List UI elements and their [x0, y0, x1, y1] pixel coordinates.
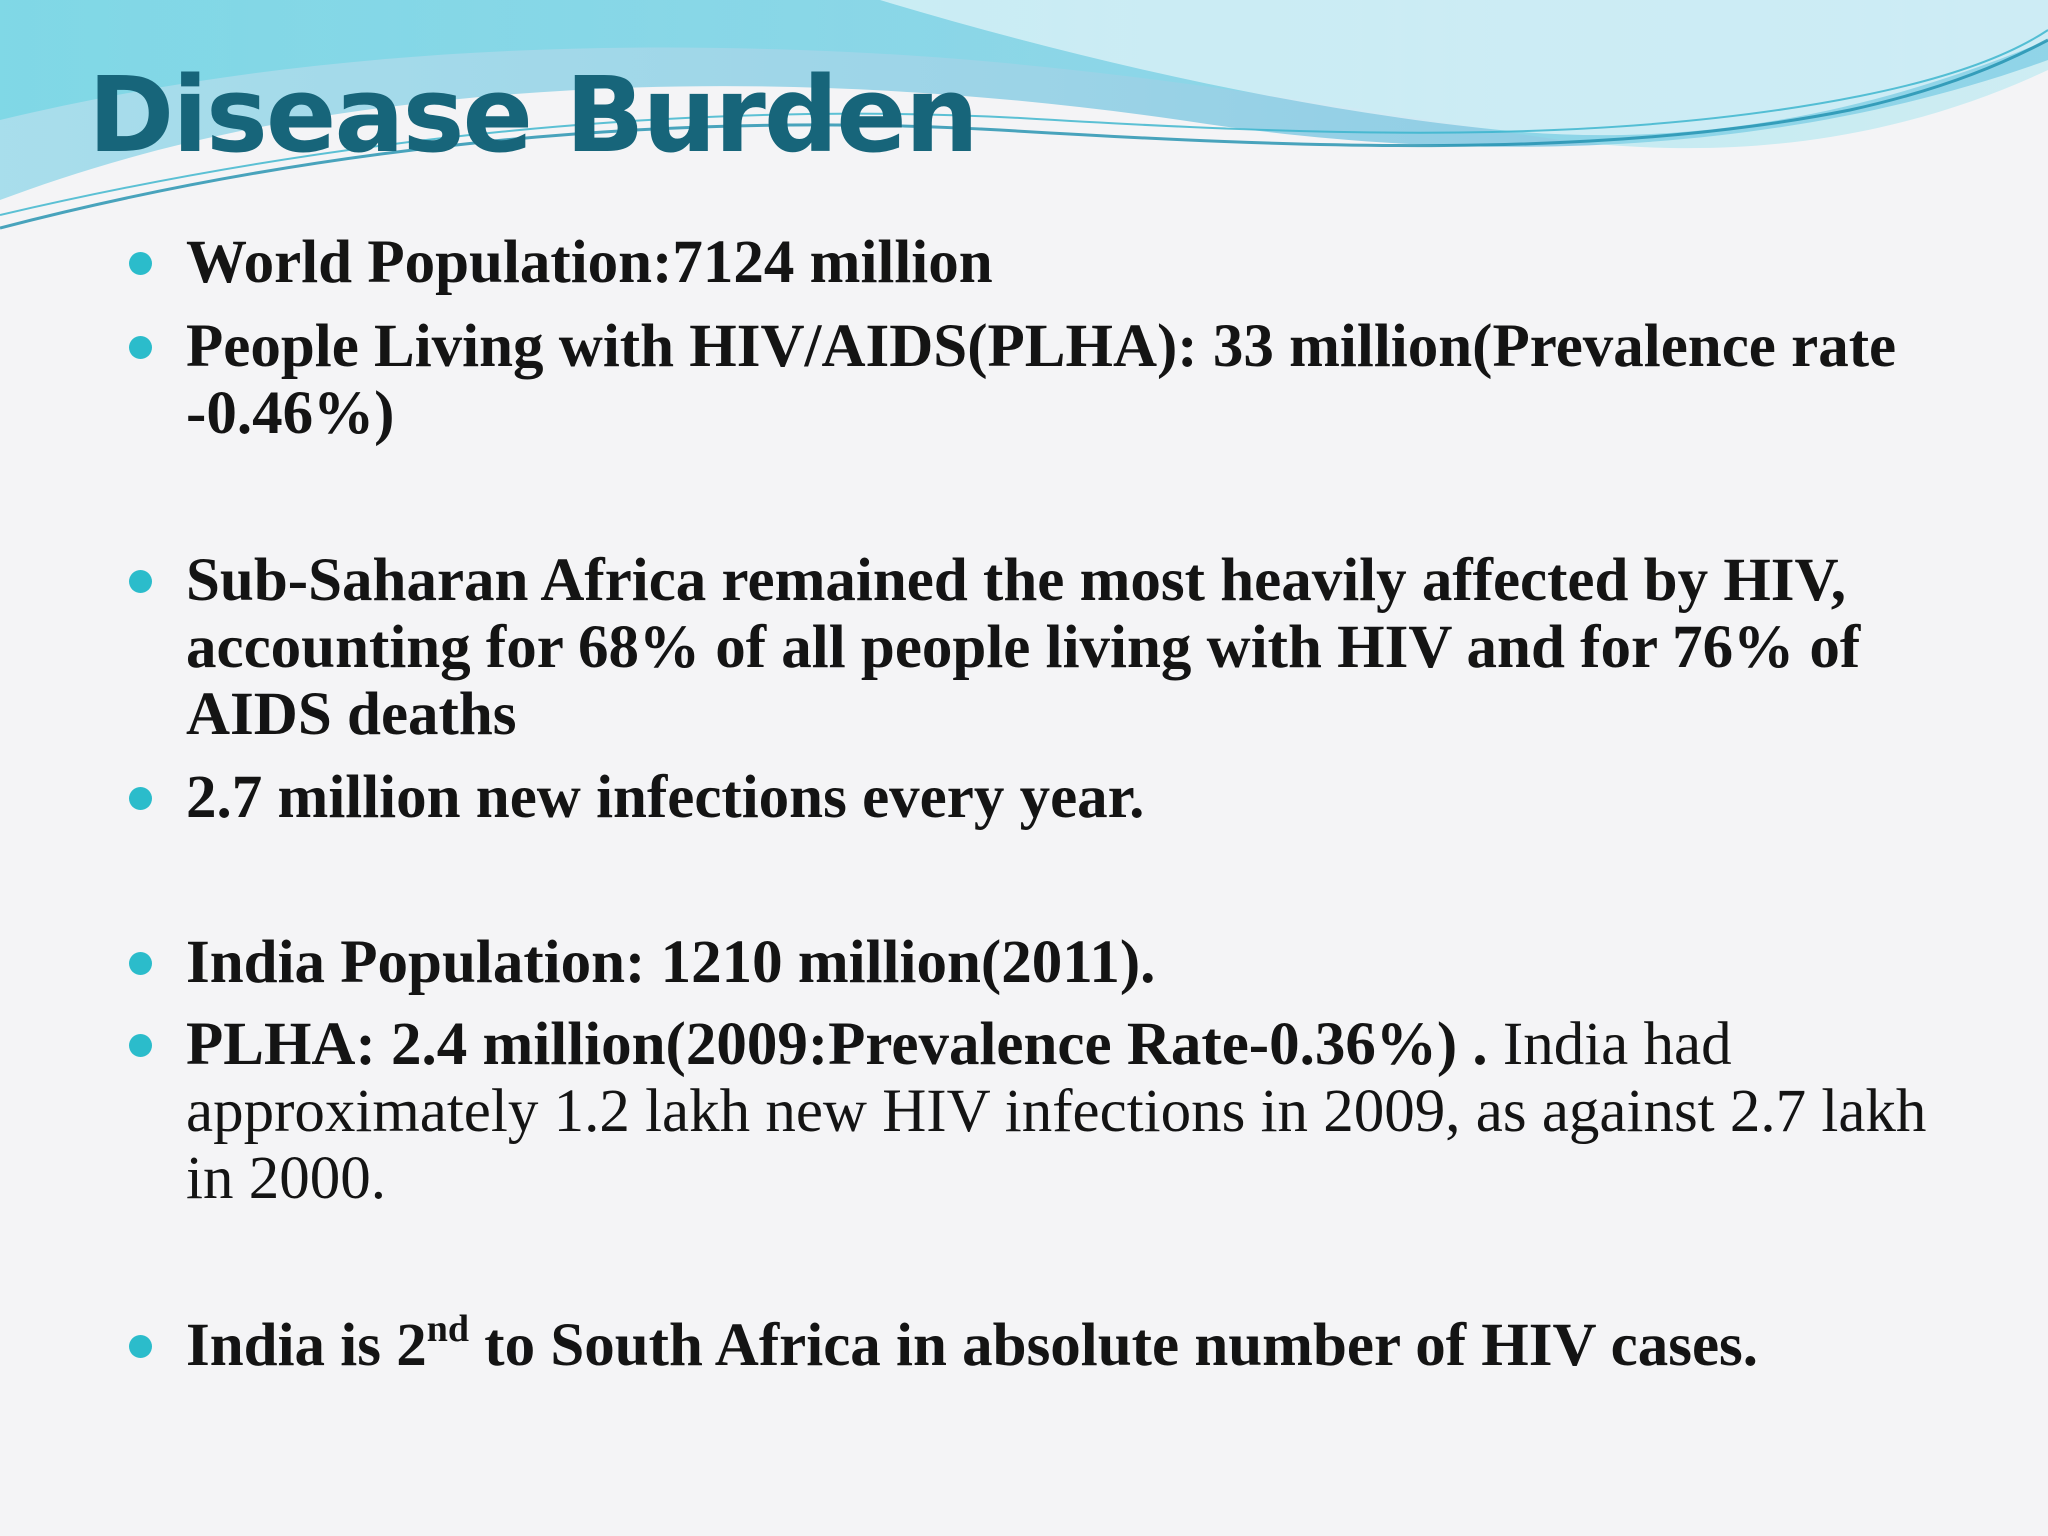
- bullet-text: Sub-Saharan Africa remained the most heavily affected by HIV, accounting for 68% of all people living with HIV and for 76% of AIDS deaths: [186, 547, 1861, 748]
- bullet-india-rank: [186, 1308, 1976, 1379]
- bullet-plha-india: [186, 1011, 1976, 1212]
- bullet-world-population: [186, 229, 1976, 296]
- bullet-text: India Population: 1210 million(2011).: [186, 929, 1156, 996]
- bullet-marker: [129, 1335, 152, 1358]
- bullet-text-bold: PLHA: 2.4 million(2009:Prevalence Rate-0.36%) .: [186, 1011, 1488, 1078]
- bullet-marker: [129, 570, 152, 593]
- bullet-text-start: India is 2: [186, 1312, 427, 1379]
- bullet-text-end: to South Africa in absolute number of HIV cases.: [469, 1312, 1759, 1379]
- bullet-india-population: [186, 929, 1976, 996]
- bullet-text: 2.7 million new infections every year.: [186, 764, 1145, 831]
- bullet-marker: [129, 252, 152, 275]
- bullet-text: World Population:7124 million: [186, 229, 993, 296]
- bullet-marker: [129, 336, 152, 359]
- bullet-marker: [129, 1034, 152, 1057]
- bullet-new-infections: [186, 764, 1976, 831]
- bullet-superscript: nd: [426, 1308, 470, 1350]
- slide-title: Disease Burden: [88, 54, 977, 176]
- bullet-plha-world: [186, 313, 1976, 447]
- bullet-sub-saharan-africa: [186, 547, 1976, 748]
- bullet-marker: [129, 952, 152, 975]
- bullet-text: People Living with HIV/AIDS(PLHA): 33 million(Prevalence rate -0.46%): [186, 313, 1897, 447]
- bullet-marker: [129, 787, 152, 810]
- bullet-text-normal: India had approximately 1.2 lakh new HIV infections in 2009, as against 2.7 lakh in 2000.: [186, 1011, 1927, 1212]
